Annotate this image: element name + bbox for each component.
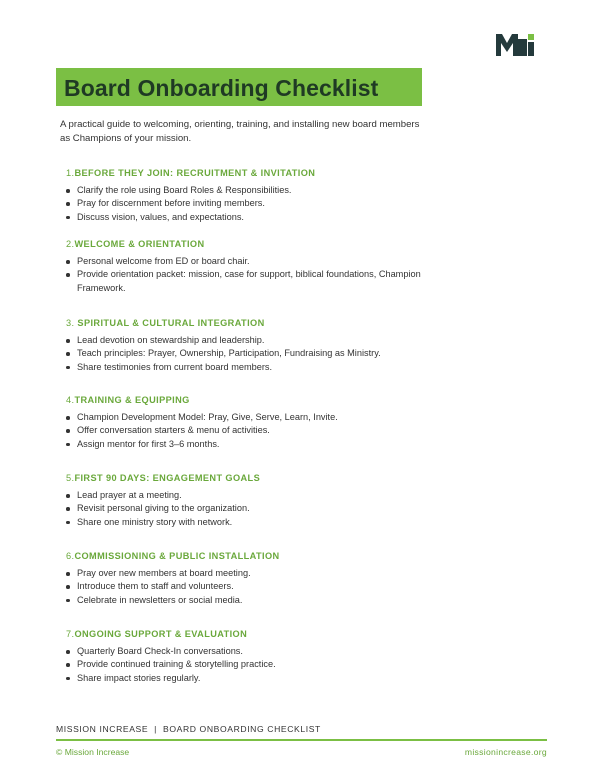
- section-number: 4.: [66, 395, 75, 405]
- section-heading-text: FIRST 90 DAYS: ENGAGEMENT GOALS: [74, 473, 261, 483]
- bullet-list: [66, 334, 546, 374]
- section-heading: [66, 395, 546, 405]
- bullet-list: [66, 645, 546, 685]
- list-item: Provide orientation packet: mission, case for support, biblical foundations, Champion Framework.: [66, 268, 437, 295]
- footer-website-link[interactable]: missionincrease.org: [464, 747, 547, 757]
- section-3: [66, 318, 546, 374]
- list-item: Introduce them to staff and volunteers.: [66, 580, 546, 593]
- page-title: Board Onboarding Checklist: [64, 75, 379, 101]
- bullet-list: [66, 489, 546, 529]
- footer-label: MISSION INCREASE | BOARD ONBOARDING CHECKLIST: [56, 724, 321, 734]
- bullet-list: [66, 255, 546, 295]
- section-heading: [66, 551, 546, 561]
- list-item: Pray over new members at board meeting.: [66, 567, 546, 580]
- section-5: [66, 473, 546, 529]
- section-2: [66, 239, 546, 295]
- section-number: 1.: [66, 168, 75, 178]
- section-heading: [66, 473, 546, 483]
- section-7: [66, 629, 546, 685]
- section-number: 6.: [66, 551, 75, 561]
- section-number: 5.: [66, 473, 75, 483]
- section-6: [66, 551, 546, 607]
- footer-divider: [56, 739, 547, 741]
- bullet-list: [66, 411, 546, 451]
- section-heading: [66, 318, 546, 328]
- list-item: Personal welcome from ED or board chair.: [66, 255, 546, 268]
- list-item: Clarify the role using Board Roles & Responsibilities.: [66, 184, 546, 197]
- list-item: Offer conversation starters & menu of activities.: [66, 424, 546, 437]
- section-heading: [66, 239, 546, 249]
- section-number: 7.: [66, 629, 75, 639]
- list-item: Revisit personal giving to the organization.: [66, 502, 546, 515]
- section-heading-text: WELCOME & ORIENTATION: [74, 239, 205, 249]
- section-heading: [66, 629, 546, 639]
- section-heading-text: SPIRITUAL & CULTURAL INTEGRATION: [74, 318, 265, 328]
- list-item: Lead devotion on stewardship and leadership.: [66, 334, 546, 347]
- list-item: Champion Development Model: Pray, Give, Serve, Learn, Invite.: [66, 411, 546, 424]
- list-item: Share one ministry story with network.: [66, 516, 546, 529]
- title-banner: [56, 68, 422, 106]
- section-number: 3.: [66, 318, 75, 328]
- list-item: Lead prayer at a meeting.: [66, 489, 546, 502]
- section-4: [66, 395, 546, 451]
- section-heading-text: BEFORE THEY JOIN: RECRUITMENT & INVITATION: [74, 168, 316, 178]
- list-item: Celebrate in newsletters or social media.: [66, 594, 546, 607]
- section-heading-text: ONGOING SUPPORT & EVALUATION: [74, 629, 248, 639]
- section-heading-text: TRAINING & EQUIPPING: [74, 395, 190, 405]
- bullet-list: [66, 567, 546, 607]
- section-heading-text: COMMISSIONING & PUBLIC INSTALLATION: [74, 551, 280, 561]
- list-item: Quarterly Board Check-In conversations.: [66, 645, 546, 658]
- footer-copyright: © Mission Increase: [56, 747, 130, 757]
- mission-increase-logo: [496, 34, 534, 56]
- section-1: [66, 168, 546, 224]
- list-item: Assign mentor for first 3–6 months.: [66, 438, 546, 451]
- list-item: Pray for discernment before inviting members.: [66, 197, 546, 210]
- list-item: Provide continued training & storytelling practice.: [66, 658, 546, 671]
- list-item: Teach principles: Prayer, Ownership, Participation, Fundraising as Ministry.: [66, 347, 546, 360]
- bullet-list: [66, 184, 546, 224]
- list-item: Share testimonies from current board members.: [66, 361, 546, 374]
- intro-paragraph: A practical guide to welcoming, orienting, training, and installing new board members as Champions of your mission.: [60, 119, 420, 144]
- list-item: Share impact stories regularly.: [66, 672, 546, 685]
- list-item: Discuss vision, values, and expectations.: [66, 211, 546, 224]
- section-number: 2.: [66, 239, 75, 249]
- section-heading: [66, 168, 546, 178]
